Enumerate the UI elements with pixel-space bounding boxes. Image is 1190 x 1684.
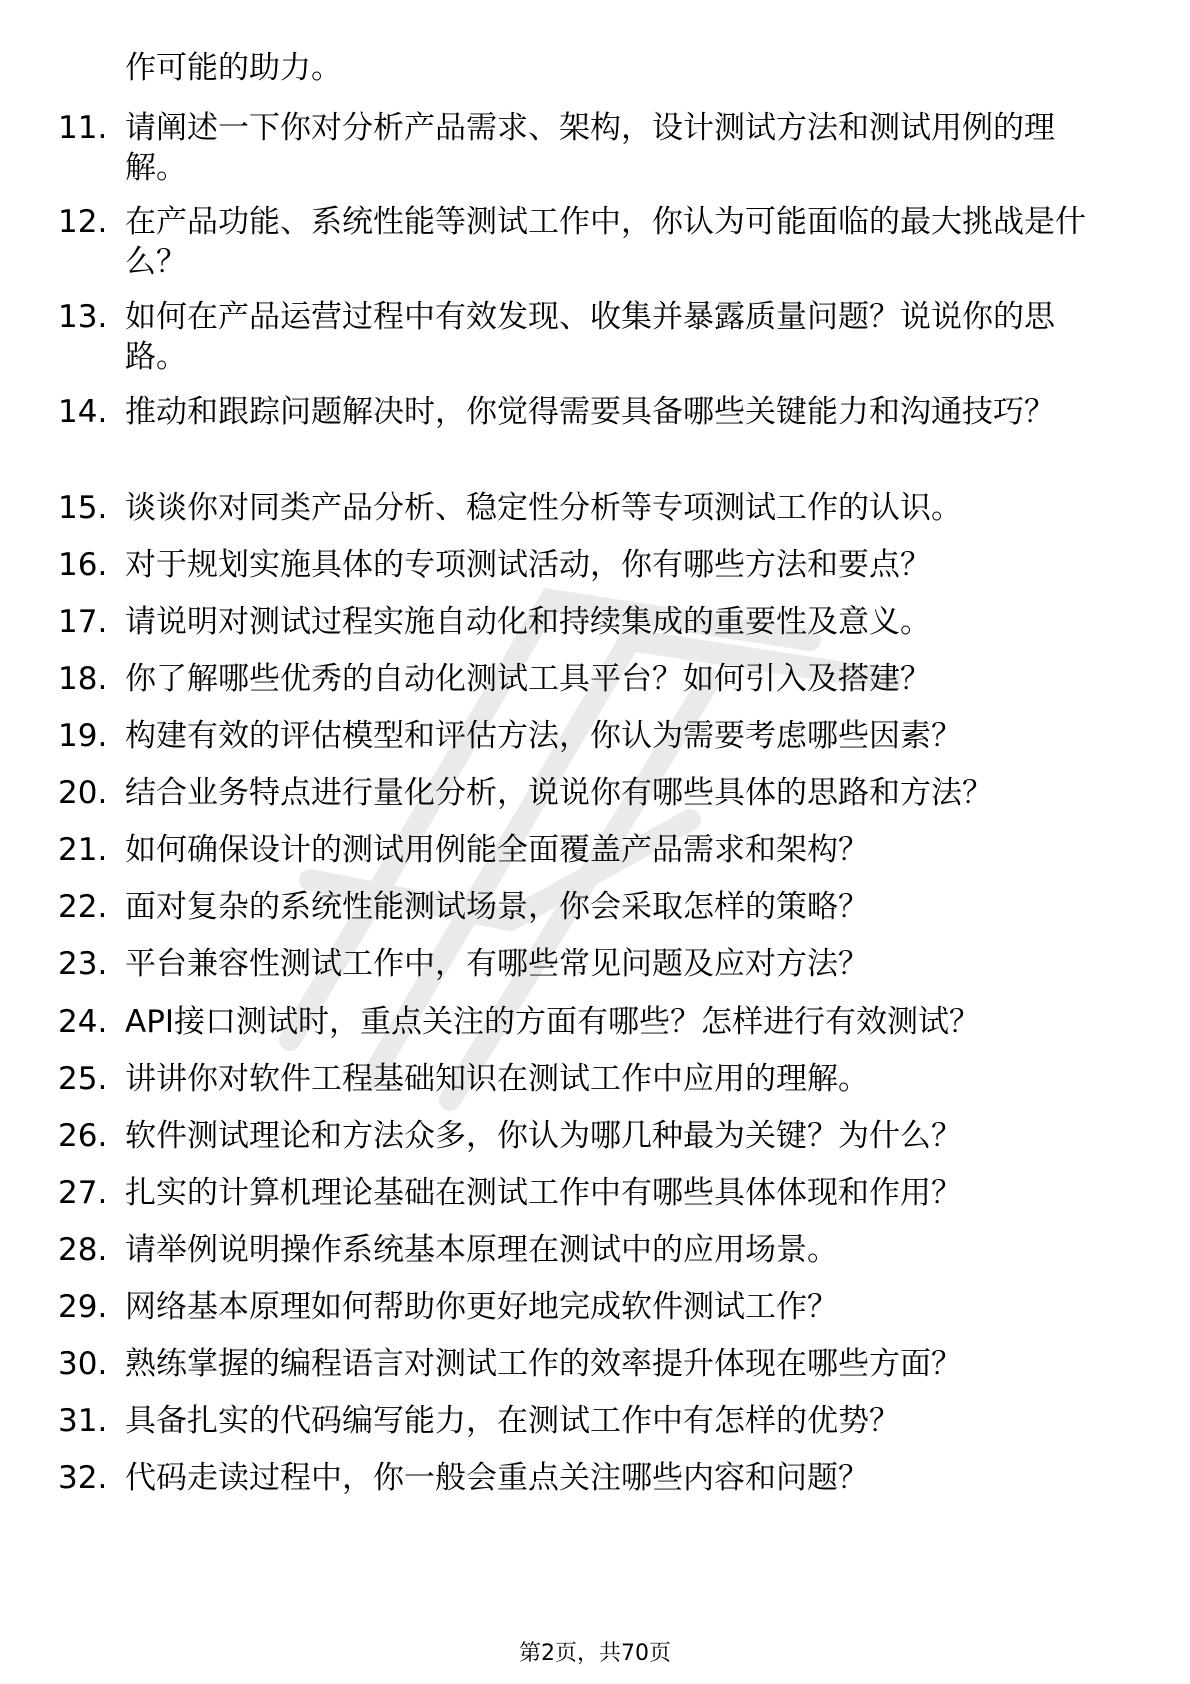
continuation-text: 作可能的助力。	[125, 50, 342, 86]
question-number: 25.	[58, 1061, 108, 1097]
question-text: 如何确保设计的测试用例能全面覆盖产品需求和架构？	[125, 832, 869, 868]
question-text: 如何在产品运营过程中有效发现、收集并暴露质量问题？说说你的思路。	[125, 299, 1055, 375]
question-text: 熟练掌握的编程语言对测试工作的效率提升体现在哪些方面？	[125, 1346, 962, 1382]
question-number: 16.	[58, 547, 108, 583]
question-number: 20.	[58, 775, 108, 811]
question-text: 面对复杂的系统性能测试场景，你会采取怎样的策略？	[125, 889, 869, 925]
question-number: 23.	[58, 946, 108, 982]
question-number: 31.	[58, 1403, 108, 1439]
question-number: 26.	[58, 1118, 108, 1154]
question-text: 谈谈你对同类产品分析、稳定性分析等专项测试工作的认识。	[125, 490, 962, 526]
question-number: 22.	[58, 889, 108, 925]
question-number: 12.	[58, 204, 108, 240]
question-number: 24.	[58, 1004, 108, 1040]
question-text: 平台兼容性测试工作中，有哪些常见问题及应对方法？	[125, 946, 869, 982]
question-text: 对于规划实施具体的专项测试活动，你有哪些方法和要点？	[125, 547, 931, 583]
question-number: 11.	[58, 110, 108, 146]
question-text: 代码走读过程中，你一般会重点关注哪些内容和问题？	[125, 1460, 869, 1496]
question-number: 17.	[58, 604, 108, 640]
question-number: 15.	[58, 490, 108, 526]
question-text: API接口测试时，重点关注的方面有哪些？怎样进行有效测试？	[125, 1004, 981, 1040]
question-text: 你了解哪些优秀的自动化测试工具平台？如何引入及搭建？	[125, 661, 931, 697]
question-text: 扎实的计算机理论基础在测试工作中有哪些具体体现和作用？	[125, 1175, 962, 1211]
question-number: 18.	[58, 661, 108, 697]
question-text: 构建有效的评估模型和评估方法，你认为需要考虑哪些因素？	[125, 718, 962, 754]
question-number: 21.	[58, 832, 108, 868]
question-text: 请阐述一下你对分析产品需求、架构，设计测试方法和测试用例的理解。	[125, 110, 1055, 186]
question-text: 推动和跟踪问题解决时，你觉得需要具备哪些关键能力和沟通技巧？	[125, 394, 1055, 430]
question-text: 请举例说明操作系统基本原理在测试中的应用场景。	[125, 1232, 838, 1268]
question-text: 讲讲你对软件工程基础知识在测试工作中应用的理解。	[125, 1061, 869, 1097]
page-footer: 第2页，共70页	[519, 1641, 671, 1666]
question-number: 30.	[58, 1346, 108, 1382]
question-number: 32.	[58, 1460, 108, 1496]
question-number: 13.	[58, 299, 108, 335]
question-number: 28.	[58, 1232, 108, 1268]
question-number: 14.	[58, 394, 108, 430]
question-text: 请说明对测试过程实施自动化和持续集成的重要性及意义。	[125, 604, 931, 640]
question-text: 具备扎实的代码编写能力，在测试工作中有怎样的优势？	[125, 1403, 900, 1439]
question-text: 网络基本原理如何帮助你更好地完成软件测试工作？	[125, 1289, 838, 1325]
question-text: 软件测试理论和方法众多，你认为哪几种最为关键？为什么？	[125, 1118, 962, 1154]
question-number: 29.	[58, 1289, 108, 1325]
question-text: 在产品功能、系统性能等测试工作中，你认为可能面临的最大挑战是什么？	[125, 204, 1086, 280]
question-number: 19.	[58, 718, 108, 754]
question-number: 27.	[58, 1175, 108, 1211]
question-text: 结合业务特点进行量化分析，说说你有哪些具体的思路和方法？	[125, 775, 993, 811]
